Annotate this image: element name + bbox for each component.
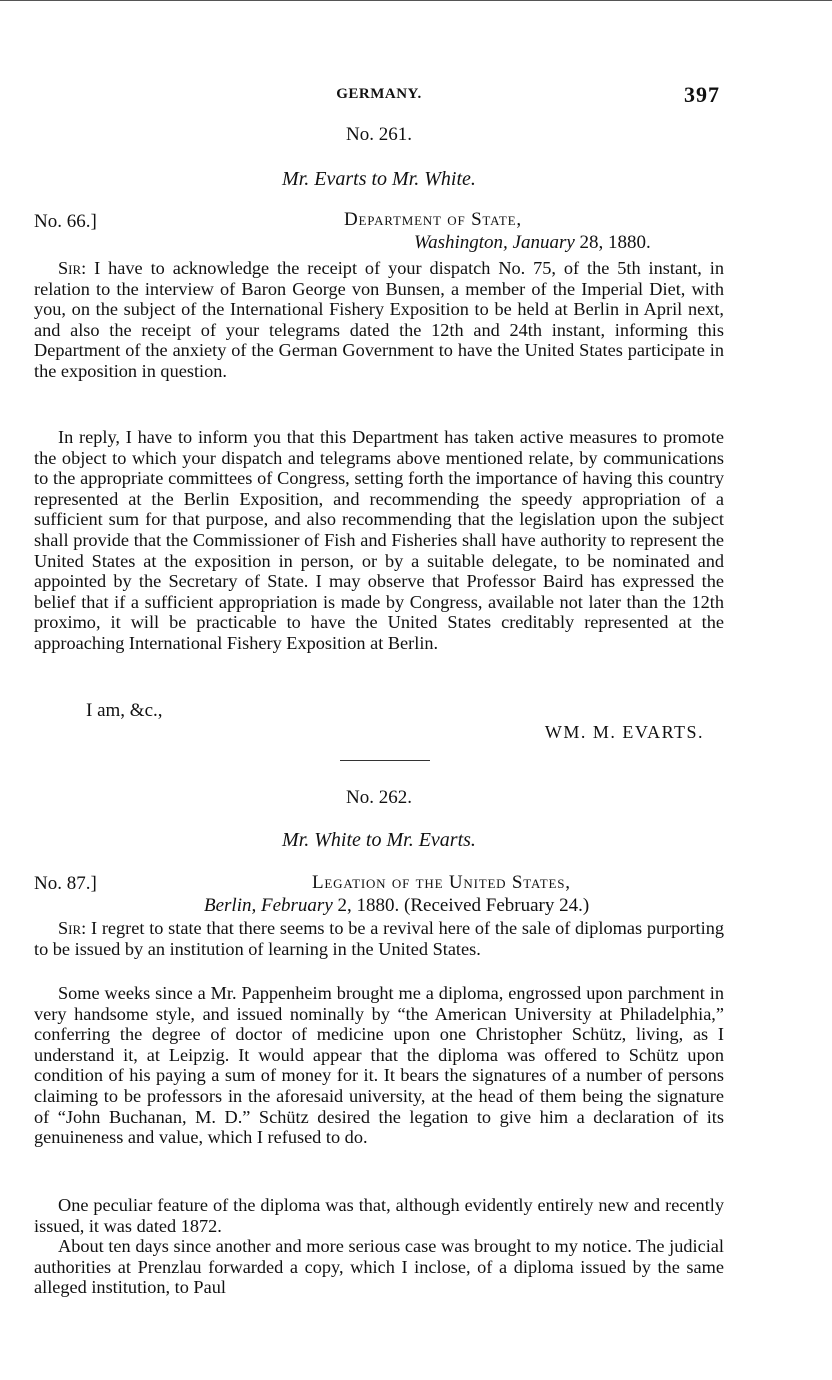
dateline-place-berlin: Berlin, February	[204, 895, 333, 916]
department-of-state-heading: Department of State,	[344, 209, 522, 230]
section-divider	[340, 760, 430, 761]
doc1-paragraph-1	[34, 258, 724, 382]
salutation-sir-2: Sir	[58, 918, 82, 938]
dateline-date-berlin: 2, 1880. (Received February 24.)	[337, 895, 590, 916]
doc2-paragraph-4: About ten days since another and more serious case was brought to my notice. The judicial authorities at Prenzlau forwarded a copy, which I inclose, of a diploma issued by the same alleged institution, to Paul	[34, 1236, 724, 1298]
doc2-paragraph-3: One peculiar feature of the diploma was that, although evidently entirely new and recently issued, it was dated 1872.	[34, 1195, 724, 1236]
dateline-date: 28, 1880.	[579, 232, 651, 253]
dateline-berlin	[204, 895, 589, 917]
file-number-87: No. 87.]	[34, 873, 97, 894]
running-header	[34, 82, 724, 112]
doc-subtitle-262: Mr. White to Mr. Evarts.	[282, 829, 476, 851]
doc1-paragraph-1-text: : I have to acknowledge the receipt of your dispatch No. 75, of the 5th instant, in relation to the interview of Baron George von Bunsen, a member of the Imperial Diet, with you, on the subject of the International Fishery Exposition to be held at Berlin in April next, and also the receipt of your telegrams dated the 12th and 24th instant, informing this Department of the anxiety of the German Government to have the United States participate in the exposition in question.	[34, 258, 724, 381]
doc-number-261: No. 261.	[346, 124, 412, 145]
top-page-rule	[0, 0, 832, 1]
page-number: 397	[684, 82, 720, 107]
dateline-place: Washington, January	[414, 232, 575, 253]
doc1-paragraph-2: In reply, I have to inform you that this Department has taken active measures to promote the object to which your dispatch and telegrams above mentioned relate, by communications to the appropriate committees of Congress, setting forth the importance of having this country represented at the Berlin Exposition, and recommending the speedy appropriation of a sufficient sum for that purpose, and also recommending that the legislation upon the subject shall provide that the Commissioner of Fish and Fisheries shall have authority to represent the United States at the exposition in person, or by a suitable delegate, to be nominated and appointed by the Secretary of State. I may observe that Professor Baird has expressed the belief that if a sufficient appropriation is made by Congress, available not later than the 12th proximo, it will be practicable to have the United States creditably represented at the approaching International Fishery Exposition at Berlin.	[34, 427, 724, 653]
legation-heading: Legation of the United States,	[312, 872, 571, 893]
doc2-paragraph-1	[34, 918, 724, 959]
closing-line: I am, &c.,	[86, 700, 163, 721]
file-number-66: No. 66.]	[34, 211, 97, 232]
doc2-paragraph-2: Some weeks since a Mr. Pappenheim brought me a diploma, engrossed upon parchment in very handsome style, and issued nominally by “the American University at Philadelphia,” conferring the degree of doctor of medicine upon one Christopher Schütz, living, as I understand it, at Leipzig. It would appear that the diploma was offered to Schütz upon condition of his paying a sum of money for it. It bears the signatures of a number of persons claiming to be professors in the aforesaid university, at the head of them being the signature of “John Buchanan, M. D.” Schütz desired the legation to give him a declaration of its genuineness and value, which I refused to do.	[34, 983, 724, 1148]
salutation-sir: Sir	[58, 258, 82, 278]
doc-subtitle-261: Mr. Evarts to Mr. White.	[282, 168, 476, 190]
running-title: GERMANY.	[336, 86, 422, 102]
dateline-washington	[414, 232, 651, 254]
doc2-paragraph-1-text: : I regret to state that there seems to be a revival here of the sale of diplomas purporting to be issued by an institution of learning in the United States.	[34, 918, 724, 959]
signature-evarts: WM. M. EVARTS.	[544, 722, 704, 742]
doc-number-262: No. 262.	[346, 787, 412, 808]
